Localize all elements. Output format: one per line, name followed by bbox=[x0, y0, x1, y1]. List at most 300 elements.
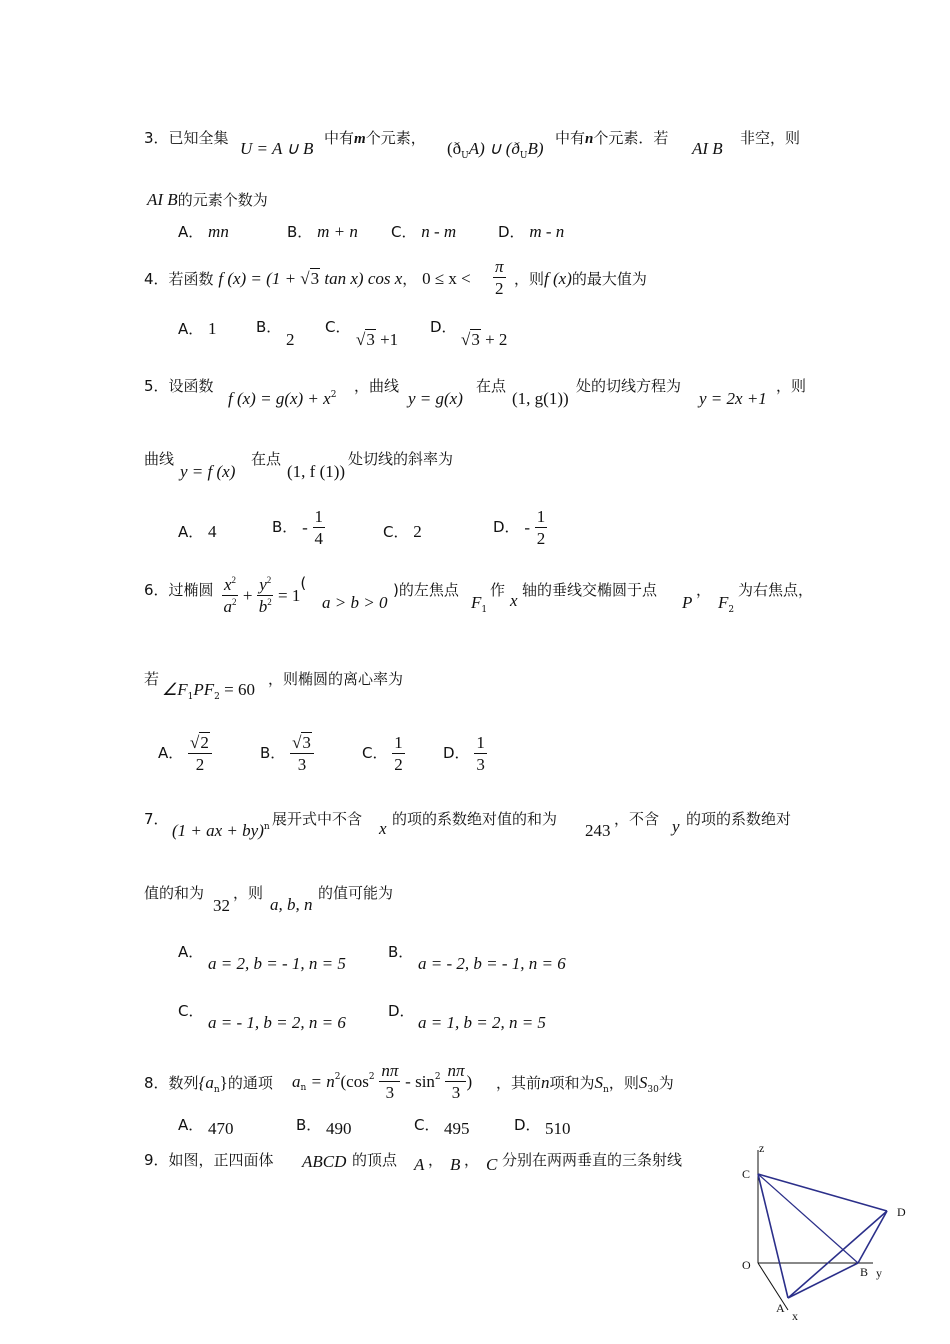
q3-formula-universe bbox=[240, 140, 313, 157]
q6-text: 作 bbox=[490, 581, 506, 599]
q3-complement: A) ∪ (ð bbox=[468, 139, 520, 158]
q7-text: ，不含 bbox=[614, 810, 660, 828]
option-label: D． bbox=[493, 518, 520, 536]
q5-line2b bbox=[251, 452, 281, 467]
q6-F1 bbox=[471, 593, 488, 615]
q6-sub: 1 bbox=[187, 692, 194, 702]
q3-universe-set: U = A ∪ B bbox=[240, 139, 314, 158]
option-sqrt: 3 bbox=[302, 733, 311, 752]
q9-C bbox=[486, 1156, 497, 1173]
label-c: C bbox=[742, 1167, 751, 1181]
q7-option-a-value bbox=[208, 955, 346, 972]
q7-sup: n bbox=[263, 822, 270, 832]
label-b: B bbox=[860, 1265, 869, 1279]
q3-complement: B) bbox=[527, 139, 544, 158]
q3-line1d bbox=[740, 131, 800, 146]
q7-line1c bbox=[392, 812, 557, 827]
q5-option-a[interactable] bbox=[178, 523, 217, 540]
q9-line1c bbox=[502, 1153, 682, 1168]
q5-tangent: y = 2x +1 bbox=[699, 389, 767, 408]
q4-option-b[interactable] bbox=[256, 320, 281, 335]
q6-line1c bbox=[490, 583, 505, 598]
q7-32 bbox=[213, 897, 230, 914]
q7-text: 值的和为 bbox=[144, 884, 205, 902]
q6-option-b[interactable]: B． $\frac{√3}{3}$ bbox=[260, 734, 314, 773]
option-value: n - m bbox=[421, 222, 457, 241]
q8-option-a[interactable] bbox=[178, 1118, 203, 1133]
q8-sub: n bbox=[213, 1085, 220, 1095]
q3-text: 个元素．若 bbox=[593, 129, 669, 147]
q3-text: 个元素， bbox=[365, 129, 426, 147]
q4-frac-num: π bbox=[495, 257, 504, 276]
option-label: C． bbox=[362, 744, 388, 762]
option-value: m + n bbox=[317, 222, 358, 241]
q6-x-axis-var: x bbox=[510, 591, 518, 610]
q7-text: 的项的系数绝对值的和为 bbox=[392, 810, 558, 828]
q3-text: 中有 bbox=[555, 129, 586, 147]
q5-line2 bbox=[144, 452, 174, 467]
q7-text: 展开式中不含 bbox=[272, 810, 363, 828]
option-den: 2 bbox=[195, 755, 205, 774]
q8-sequence: {a bbox=[198, 1073, 214, 1092]
q5-formula-point bbox=[512, 390, 569, 407]
q4-option-c-value: √3 +1 bbox=[356, 330, 399, 349]
q8-option-d[interactable] bbox=[514, 1118, 541, 1133]
q6-text: ，则椭圆的离心率为 bbox=[268, 670, 404, 688]
label-y: y bbox=[876, 1266, 882, 1280]
option-label: C． bbox=[414, 1116, 440, 1134]
q8-line1 bbox=[144, 1073, 273, 1095]
q8-text: 为 bbox=[658, 1074, 674, 1092]
q6-sub: 2 bbox=[728, 605, 735, 615]
q4-function: tan x) cos x bbox=[320, 269, 403, 288]
q6-text: 过椭圆 bbox=[168, 581, 214, 599]
q7-option-d[interactable] bbox=[388, 1004, 415, 1019]
q9-A bbox=[414, 1156, 424, 1173]
q7-line2c bbox=[318, 886, 393, 901]
q5-sup: 2 bbox=[330, 390, 337, 400]
q8-sub: n bbox=[300, 1082, 307, 1093]
q8-general-term bbox=[292, 1062, 472, 1101]
option-label: C． bbox=[383, 523, 409, 541]
q6-option-a[interactable]: A． $\frac{√2}{2}$ bbox=[158, 734, 212, 773]
edge-bd bbox=[858, 1211, 887, 1263]
q8-sequence: } bbox=[219, 1073, 228, 1092]
q7-text: 的值可能为 bbox=[318, 884, 394, 902]
q6-line1e bbox=[696, 583, 711, 598]
q4-option-d[interactable] bbox=[430, 320, 457, 335]
option-value: 2 bbox=[413, 522, 422, 541]
q3-var-m: m bbox=[354, 131, 366, 147]
q6-plus: + bbox=[242, 586, 253, 605]
q5-text: 在点 bbox=[476, 377, 507, 395]
option-label: A． bbox=[178, 523, 204, 541]
q8-term: - sin bbox=[405, 1072, 435, 1091]
q7-option-b-value bbox=[418, 955, 566, 972]
q7-option-c[interactable] bbox=[178, 1004, 203, 1019]
q5-text: 处切线的斜率为 bbox=[348, 450, 454, 468]
q3-text: 的元素个数为 bbox=[177, 191, 268, 209]
q6-y: y bbox=[259, 575, 267, 594]
q6-angle: ∠F bbox=[162, 680, 188, 699]
q3-text: 非空，则 bbox=[740, 129, 801, 147]
q8-sub: 30 bbox=[647, 1085, 659, 1095]
q7-option-b[interactable] bbox=[388, 945, 413, 960]
q5-curve: y = g(x) bbox=[408, 389, 463, 408]
q6-sub: 2 bbox=[214, 692, 220, 702]
q7-x bbox=[379, 820, 387, 837]
q9-line1b bbox=[352, 1153, 397, 1168]
q6-angle: = 60 bbox=[219, 680, 255, 699]
q5-text: ，则 bbox=[776, 377, 807, 395]
q5-line2c bbox=[348, 452, 453, 467]
q9-vertex-c: C bbox=[486, 1155, 498, 1174]
option-value: 2 bbox=[286, 330, 295, 349]
q8-frac-num: nπ bbox=[447, 1061, 465, 1080]
q5-option-b[interactable] bbox=[272, 508, 325, 547]
q4-option-b-value bbox=[286, 331, 295, 348]
q5-number: 5． bbox=[144, 377, 169, 395]
q9-number: 9． bbox=[144, 1151, 169, 1169]
option-label: B． bbox=[260, 744, 286, 762]
q3-line1b bbox=[324, 131, 426, 147]
q8-sup: 2 bbox=[368, 1071, 375, 1082]
option-value: mn bbox=[208, 222, 229, 241]
q4-line1b bbox=[514, 270, 647, 287]
q5-line1d bbox=[576, 379, 681, 394]
q9-text: 的顶点 bbox=[352, 1151, 398, 1169]
option-label: D． bbox=[498, 223, 525, 241]
q3-formula-intersection bbox=[692, 140, 723, 157]
option-label: C． bbox=[391, 223, 417, 241]
q8-text: 的通项 bbox=[227, 1074, 273, 1092]
q9-text: ， bbox=[464, 1151, 480, 1169]
q8-sub: n bbox=[603, 1085, 609, 1095]
q5-text: ，曲线 bbox=[354, 377, 400, 395]
q6-line1d bbox=[522, 583, 657, 598]
q7-binomial: (1 + ax + by) bbox=[172, 821, 264, 840]
q9-text: 分别在两两垂直的三条射线 bbox=[502, 1151, 683, 1169]
option-value: 3 bbox=[471, 330, 480, 349]
option-value: 490 bbox=[326, 1119, 352, 1138]
q5-curve-f: y = f (x) bbox=[180, 462, 236, 481]
q5-line1b bbox=[354, 379, 399, 394]
q9-text: ， bbox=[428, 1151, 444, 1169]
q3-intersection: AI B bbox=[692, 139, 723, 158]
q8-text: ，其前 bbox=[496, 1074, 542, 1092]
option-sign: - bbox=[524, 518, 531, 537]
q9-vertex-b: B bbox=[450, 1155, 461, 1174]
q4-text: ，则 bbox=[514, 270, 545, 288]
q5-line1e bbox=[776, 379, 806, 394]
q8-option-d-value bbox=[545, 1120, 571, 1137]
option-label: C． bbox=[325, 318, 351, 336]
q6-line2 bbox=[144, 672, 159, 687]
option-label: B． bbox=[287, 223, 313, 241]
option-num: 1 bbox=[536, 507, 546, 526]
q8-line1b bbox=[496, 1073, 674, 1095]
q7-sum-32: 32 bbox=[213, 896, 230, 915]
q6-option-d[interactable] bbox=[443, 734, 487, 773]
q6-sup: 2 bbox=[267, 597, 272, 607]
q3-complement-sub: U bbox=[519, 151, 528, 161]
q6-text: ， bbox=[696, 581, 712, 599]
q5-option-d[interactable] bbox=[493, 508, 547, 547]
q6-x: x bbox=[224, 575, 232, 594]
q3-line1c bbox=[555, 131, 668, 147]
q6-number: 6． bbox=[144, 581, 169, 599]
q6-sub: 1 bbox=[481, 605, 488, 615]
option-label: B． bbox=[272, 518, 298, 536]
edge-ad bbox=[788, 1211, 887, 1298]
option-value: a = - 1, b = 2, n = 6 bbox=[208, 1013, 346, 1032]
q9-abcd bbox=[302, 1153, 346, 1170]
q7-text: 的项的系数绝对 bbox=[686, 810, 792, 828]
option-label: C． bbox=[178, 1002, 204, 1020]
q3-line2 bbox=[147, 191, 268, 208]
q3-option-c[interactable] bbox=[391, 223, 456, 240]
q3-complement-sub: U bbox=[461, 151, 469, 161]
q4-function: f (x) = (1 + bbox=[218, 269, 301, 288]
option-value: 4 bbox=[208, 522, 217, 541]
q7-option-d-value bbox=[418, 1014, 546, 1031]
q8-term: ) bbox=[466, 1072, 473, 1091]
q7-243 bbox=[585, 822, 611, 839]
option-num: 1 bbox=[314, 507, 324, 526]
option-label: A． bbox=[178, 320, 204, 338]
option-num: 1 bbox=[476, 733, 485, 752]
q9-tetrahedron: ABCD bbox=[302, 1152, 347, 1171]
q6-line2b bbox=[268, 672, 403, 687]
q5-formula-g bbox=[408, 390, 463, 407]
label-d: D bbox=[897, 1205, 906, 1219]
q8-text: 项和为 bbox=[549, 1074, 595, 1092]
option-label: D． bbox=[388, 1002, 415, 1020]
q6-angle: PF bbox=[193, 680, 215, 699]
q6-focus-right: F bbox=[718, 593, 729, 612]
option-num: 1 bbox=[394, 733, 403, 752]
q5-text: 在点 bbox=[251, 450, 282, 468]
q8-frac-den: 3 bbox=[385, 1083, 395, 1102]
q7-sum-243: 243 bbox=[585, 821, 611, 840]
q4-text: 的最大值为 bbox=[571, 270, 647, 288]
q3-option-d[interactable] bbox=[498, 223, 564, 240]
q7-line1 bbox=[144, 812, 169, 827]
q3-option-a[interactable] bbox=[178, 223, 229, 240]
q6-b: b bbox=[258, 597, 268, 616]
q6-text: )的左焦点 bbox=[393, 581, 459, 599]
option-label: A． bbox=[178, 943, 204, 961]
q3-text: 中有 bbox=[324, 129, 355, 147]
q6-condition: a > b > 0 bbox=[322, 593, 388, 612]
q7-var-y: y bbox=[672, 817, 680, 836]
q8-option-a-value bbox=[208, 1120, 234, 1137]
q8-s30: S bbox=[638, 1073, 648, 1092]
option-value: 1 bbox=[208, 319, 217, 338]
q8-option-c-value bbox=[444, 1120, 470, 1137]
q3-intersection: AI B bbox=[147, 190, 178, 209]
q3-var-n: n bbox=[585, 131, 594, 147]
option-den: 3 bbox=[297, 755, 307, 774]
q4-option-d-value: √3 + 2 bbox=[461, 330, 508, 349]
q6-ellipse-eq bbox=[222, 576, 306, 615]
option-sign: - bbox=[302, 518, 308, 537]
label-a: A bbox=[776, 1301, 785, 1315]
q6-line1b bbox=[393, 583, 459, 598]
q4-fx: f (x) bbox=[544, 269, 572, 288]
option-label: B． bbox=[256, 318, 282, 336]
q7-line1b bbox=[272, 812, 362, 827]
q3-line1 bbox=[144, 131, 229, 146]
q5-line1c bbox=[476, 379, 506, 394]
q7-abn bbox=[270, 896, 313, 913]
option-value: 470 bbox=[208, 1119, 234, 1138]
q5-text: 设函数 bbox=[168, 377, 214, 395]
q7-y bbox=[672, 818, 680, 835]
option-label: D． bbox=[514, 1116, 541, 1134]
q6-a: a bbox=[223, 597, 233, 616]
q4-domain: 0 ≤ x < bbox=[422, 269, 471, 288]
q4-fraction bbox=[493, 258, 506, 297]
q8-sup: 2 bbox=[334, 1071, 341, 1082]
q5-text: 处的切线方程为 bbox=[576, 377, 682, 395]
q8-sn: S bbox=[594, 1073, 604, 1092]
q4-number: 4． bbox=[144, 270, 169, 288]
option-label: B． bbox=[388, 943, 414, 961]
q3-option-b[interactable] bbox=[287, 223, 358, 240]
option-value: 510 bbox=[545, 1119, 571, 1138]
q9-sep2 bbox=[464, 1153, 479, 1168]
q3-text: 已知全集 bbox=[168, 129, 229, 147]
option-label: A． bbox=[158, 744, 184, 762]
q7-abn: a, b, n bbox=[270, 895, 313, 914]
option-value: 495 bbox=[444, 1119, 470, 1138]
q5-formula-yf bbox=[180, 463, 235, 480]
option-label: D． bbox=[430, 318, 457, 336]
q4-option-c[interactable] bbox=[325, 320, 350, 335]
q6-eq: = 1 bbox=[278, 586, 301, 605]
q3-complement: (ð bbox=[447, 139, 462, 158]
q9-B bbox=[450, 1156, 460, 1173]
q9-text: 如图，正四面体 bbox=[168, 1151, 274, 1169]
edge-cd bbox=[758, 1174, 887, 1211]
q6-P bbox=[682, 594, 692, 611]
q6-text: 为右焦点， bbox=[738, 581, 814, 599]
q8-sup: 2 bbox=[434, 1071, 441, 1082]
q7-expansion bbox=[172, 822, 270, 839]
q6-sup: 2 bbox=[266, 575, 272, 585]
q7-option-c-value bbox=[208, 1014, 346, 1031]
q7-var-x: x bbox=[379, 819, 387, 838]
q5-text: 曲线 bbox=[144, 450, 175, 468]
q3-number: 3． bbox=[144, 129, 169, 147]
option-den: 3 bbox=[476, 755, 485, 774]
q6-text: 轴的垂线交椭圆于点 bbox=[522, 581, 658, 599]
q8-option-b[interactable] bbox=[296, 1118, 321, 1133]
option-label: A． bbox=[178, 223, 204, 241]
q8-text: 数列 bbox=[168, 1074, 199, 1092]
q8-text: ，则 bbox=[608, 1074, 639, 1092]
q6-line1f bbox=[738, 583, 813, 598]
q5-point-f: (1, f (1)) bbox=[287, 462, 346, 481]
q4-frac-den: 2 bbox=[495, 279, 504, 298]
q6-line1 bbox=[144, 583, 214, 598]
q6-sup: 2 bbox=[231, 575, 237, 585]
q4-line1: 4．若函数 f (x) = (1 + √3 tan x) cos x， 0 ≤ x < bbox=[144, 269, 471, 288]
option-den: 4 bbox=[314, 529, 324, 548]
q5-formula-tangent bbox=[699, 390, 767, 407]
q7-number: 7． bbox=[144, 810, 169, 828]
q6-point-p: P bbox=[682, 593, 693, 612]
q8-number: 8． bbox=[144, 1074, 169, 1092]
q7-text: ，则 bbox=[233, 884, 264, 902]
q7-option-a[interactable] bbox=[178, 945, 203, 960]
q9-line1 bbox=[144, 1153, 274, 1168]
q5-formula-fpoint bbox=[287, 463, 345, 480]
tetrahedron-figure bbox=[730, 1140, 910, 1340]
q5-fx-def: f (x) = g(x) + x bbox=[228, 389, 331, 408]
option-value: a = - 2, b = - 1, n = 6 bbox=[418, 954, 566, 973]
option-value: a = 1, b = 2, n = 5 bbox=[418, 1013, 546, 1032]
q5-formula-f bbox=[228, 390, 336, 407]
option-value: 3 bbox=[366, 330, 375, 349]
q4-option-a[interactable] bbox=[178, 320, 217, 337]
q3-formula-complement bbox=[447, 139, 544, 161]
option-sqrt: 2 bbox=[200, 733, 209, 752]
q9-vertex-a: A bbox=[414, 1155, 425, 1174]
q7-line1d bbox=[614, 812, 659, 827]
q8-frac-den: 3 bbox=[451, 1083, 461, 1102]
q8-term: (cos bbox=[340, 1072, 369, 1091]
option-value: + 2 bbox=[480, 330, 508, 349]
q7-line1e bbox=[686, 812, 791, 827]
q6-angle bbox=[162, 680, 255, 702]
q8-option-c[interactable] bbox=[414, 1118, 439, 1133]
q8-option-b-value bbox=[326, 1120, 352, 1137]
q5-option-c[interactable] bbox=[383, 523, 422, 540]
q7-line2 bbox=[144, 886, 204, 901]
option-value: m - n bbox=[529, 222, 565, 241]
q8-term: = n bbox=[306, 1072, 335, 1091]
q8-frac-num: nπ bbox=[381, 1061, 399, 1080]
q6-paren: ( bbox=[300, 574, 307, 592]
option-label: A． bbox=[178, 1116, 204, 1134]
option-value: a = 2, b = - 1, n = 5 bbox=[208, 954, 346, 973]
q4-text: ， bbox=[402, 270, 418, 288]
q6-x-axis bbox=[510, 592, 518, 609]
q4-sqrt: 3 bbox=[310, 269, 320, 288]
label-z: z bbox=[759, 1141, 765, 1155]
q6-sup: 2 bbox=[232, 597, 237, 607]
option-value: +1 bbox=[375, 330, 399, 349]
q6-F2 bbox=[718, 593, 735, 615]
option-label: D． bbox=[443, 744, 470, 762]
q5-point: (1, g(1)) bbox=[512, 389, 569, 408]
option-label: B． bbox=[296, 1116, 322, 1134]
option-den: 2 bbox=[394, 755, 403, 774]
label-x: x bbox=[792, 1309, 798, 1323]
q6-text: 若 bbox=[144, 670, 160, 688]
option-den: 2 bbox=[536, 529, 546, 548]
q8-n: n bbox=[541, 1073, 550, 1092]
q5-line1 bbox=[144, 379, 214, 394]
q8-term: a bbox=[292, 1072, 301, 1091]
q6-option-c[interactable] bbox=[362, 734, 405, 773]
q6-focus-left: F bbox=[471, 593, 482, 612]
q6-cond bbox=[322, 594, 387, 611]
edge-ca bbox=[758, 1174, 788, 1298]
q9-sep1 bbox=[428, 1153, 443, 1168]
